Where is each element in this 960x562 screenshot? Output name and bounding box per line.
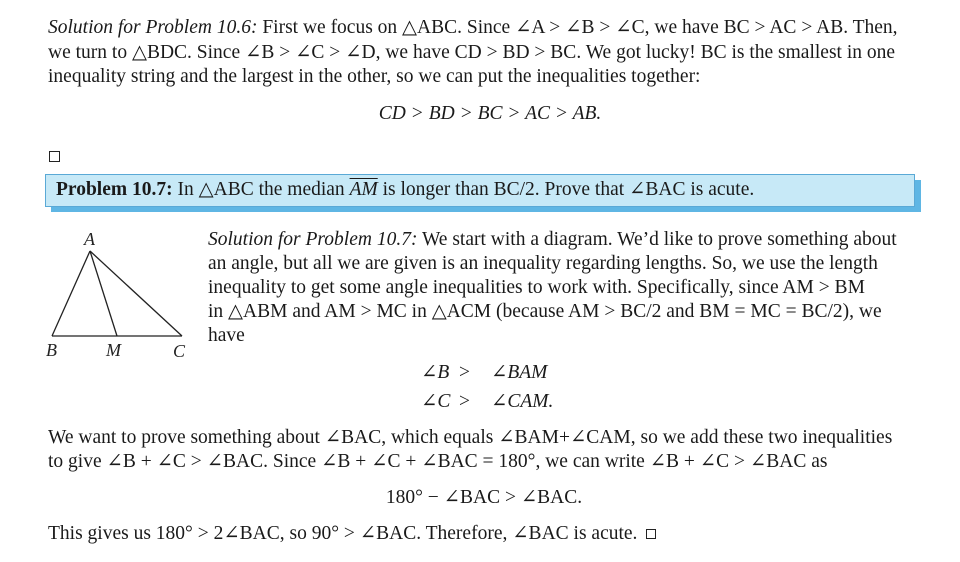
inequality-row-2 xyxy=(421,390,554,414)
median-am-overline: $\overline{AM}$ xyxy=(349,179,378,200)
solution-10-6-line-1 xyxy=(48,16,898,40)
label-c: C xyxy=(173,341,186,361)
problem-10-7-text-a: In △ABC the median xyxy=(177,179,345,200)
solution-10-7-line-7: to give ∠B + ∠C > ∠BAC. Since ∠B + ∠C + ∠BAC = 180°, we can write ∠B + ∠C > ∠BAC as xyxy=(48,451,828,472)
solution-10-7-display: 180° − ∠BAC > ∠BAC. xyxy=(385,487,583,508)
label-a: A xyxy=(84,229,95,249)
solution-10-7-line-3: inequality to get some angle inequalities to work with. Specifically, since AM > BM xyxy=(208,277,865,298)
problem-10-7-label: Problem 10.7: xyxy=(56,179,173,200)
inequality-2-left: ∠C xyxy=(421,391,451,412)
inequality-row-1 xyxy=(421,361,548,385)
solution-10-6-line-3: inequality string and the largest in the other, so we can put the inequalities together: xyxy=(48,66,701,87)
solution-10-7-conclusion: This gives us 180° > 2∠BAC, so 90° > ∠BAC. Therefore, ∠BAC is acute. xyxy=(48,523,638,544)
solution-10-7-line-4: in △ABM and AM > MC in △ACM (because AM > BC/2 and BM = MC = BC/2), we xyxy=(208,301,882,322)
inequality-1-left: ∠B xyxy=(421,362,450,383)
triangle-diagram xyxy=(40,226,200,366)
problem-10-7-text-b: is longer than BC/2. Prove that ∠BAC is acute. xyxy=(382,179,755,200)
qed-square-10-6 xyxy=(49,146,60,168)
label-m: M xyxy=(106,340,121,360)
inequality-1-op: > xyxy=(459,362,470,383)
solution-10-6-label: Solution for Problem 10.6: xyxy=(48,17,258,38)
inequality-1-right: ∠BAM xyxy=(491,362,548,383)
solution-10-7-line-5: have xyxy=(208,325,245,346)
solution-10-6-display-inequality: CD > BD > BC > AC > AB. xyxy=(378,103,602,124)
side-ab xyxy=(52,251,90,336)
problem-10-7-text xyxy=(56,178,754,202)
solution-10-6-line-2: we turn to △BDC. Since ∠B > ∠C > ∠D, we have CD > BD > BC. We got lucky! BC is the smallest in one xyxy=(48,42,896,63)
qed-square-10-7 xyxy=(646,529,656,539)
solution-10-7-line-1 xyxy=(208,228,897,252)
inequality-2-right: ∠CAM. xyxy=(491,391,554,412)
inequality-2-op: > xyxy=(459,391,470,412)
solution-10-7-line-6: We want to prove something about ∠BAC, which equals ∠BAM+∠CAM, so we add these two inequalities xyxy=(48,427,893,448)
solution-10-6-text-1: First we focus on △ABC. Since ∠A > ∠B > ∠C, we have BC > AC > AB. Then, xyxy=(262,17,898,38)
solution-10-7-text-1: We start with a diagram. We’d like to prove something about xyxy=(421,229,897,250)
label-b: B xyxy=(46,340,57,360)
solution-10-7-line-2: an angle, but all we are given is an inequality regarding lengths. So, we use the length xyxy=(208,253,878,274)
solution-10-7-label: Solution for Problem 10.7: xyxy=(208,229,418,250)
problem-10-7-box xyxy=(45,174,915,207)
solution-10-7-line-8 xyxy=(48,522,656,546)
